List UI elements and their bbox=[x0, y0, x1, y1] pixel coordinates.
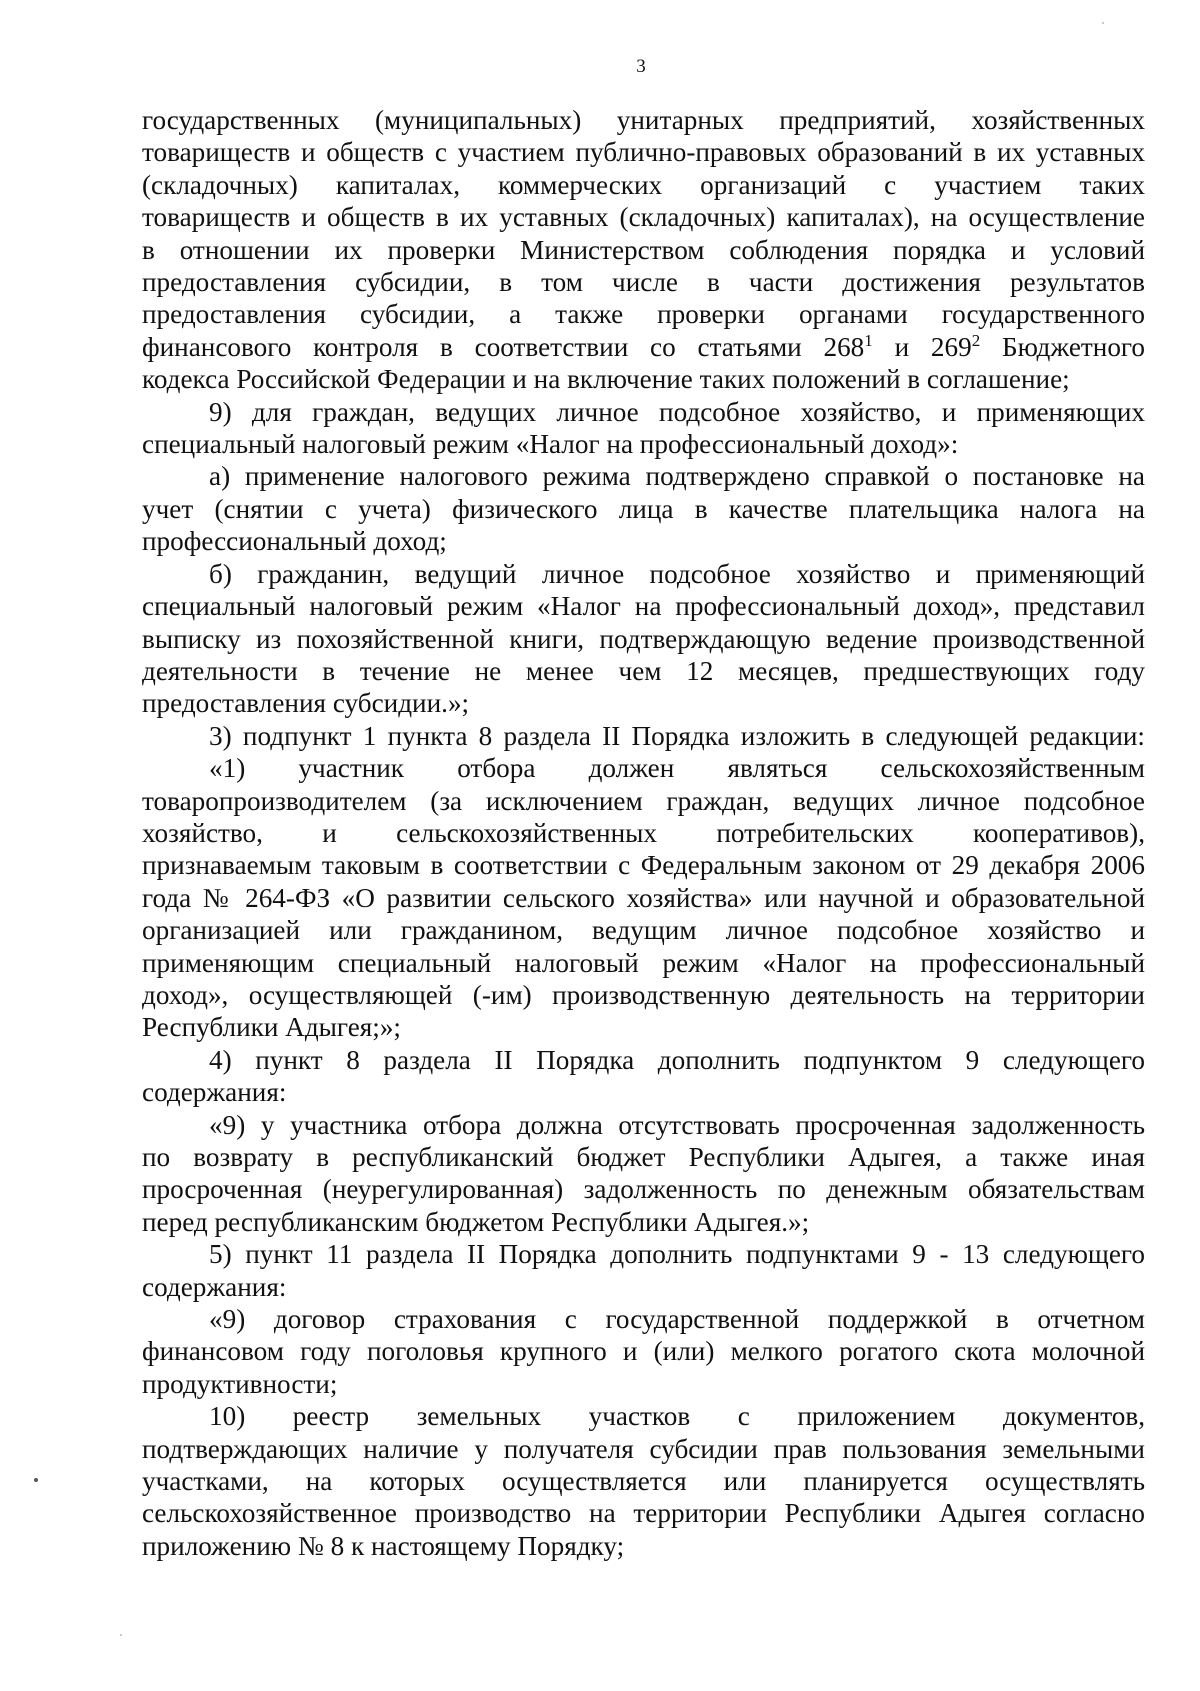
text-line: (складочных) капиталах, коммерческих организаций с участием таких bbox=[142, 169, 1145, 200]
text-line: перед республиканским бюджетом Республики Адыгея.»; bbox=[142, 1206, 810, 1237]
text-line: года № 264-ФЗ «О развитии сельского хозяйства» или научной и образовательной bbox=[142, 882, 1145, 913]
page-number: 3 bbox=[636, 56, 646, 77]
text-line: деятельности в течение не менее чем 12 месяцев, предшествующих году bbox=[142, 655, 1145, 686]
text-line: государственных (муниципальных) унитарных предприятий, хозяйственных bbox=[142, 105, 1145, 135]
text-line: подтверждающих наличие у получателя субсидии прав пользования земельными bbox=[142, 1433, 1145, 1464]
text-line: б) гражданин, ведущий личное подсобное хозяйство и применяющий bbox=[209, 558, 1145, 589]
text-line: по возврату в республиканский бюджет Республики Адыгея, а также иная bbox=[142, 1142, 1145, 1172]
document-body bbox=[142, 104, 1145, 1562]
text-line: товаропроизводителем (за исключением граждан, ведущих личное подсобное bbox=[142, 785, 1145, 816]
text-line: предоставления субсидии, в том числе в части достижения результатов bbox=[142, 267, 1145, 298]
superscript: 1 bbox=[864, 330, 873, 350]
text-line: продуктивности; bbox=[142, 1368, 338, 1399]
text-line: содержания: bbox=[142, 1077, 287, 1108]
text-line: а) применение налогового режима подтверждено справкой о постановке на bbox=[209, 461, 1145, 492]
text-line: организацией или гражданином, ведущим личное подсобное хозяйство и bbox=[142, 915, 1145, 946]
text-line: «9) у участника отбора должна отсутствовать просроченная задолженность bbox=[209, 1109, 1145, 1140]
text-line: «9) договор страхования с государственной поддержкой в отчетном bbox=[209, 1304, 1145, 1335]
text-line: участками, на которых осуществляется или планируется осуществлять bbox=[142, 1466, 1145, 1497]
text-line: товариществ и обществ в их уставных (складочных) капиталах), на осуществление bbox=[142, 202, 1145, 233]
text-line: применяющим специальный налоговый режим «Налог на профессиональный bbox=[142, 947, 1145, 978]
text-line: товариществ и обществ с участием публично-правовых образований в их уставных bbox=[142, 137, 1145, 168]
text-line bbox=[142, 331, 1145, 363]
text-line: профессиональный доход; bbox=[142, 526, 447, 557]
scan-margin-mark bbox=[34, 1478, 38, 1482]
text-line: приложению № 8 к настоящему Порядку; bbox=[142, 1530, 625, 1561]
text-line: 5) пункт 11 раздела II Порядка дополнить подпунктами 9 - 13 следующего bbox=[209, 1239, 1145, 1270]
text-line: хозяйство, и сельскохозяйственных потребительских кооперативов), bbox=[142, 817, 1145, 848]
text-line: содержания: bbox=[142, 1271, 287, 1302]
text-line: доход», осуществляющей (-им) производственную деятельность на территории bbox=[142, 979, 1145, 1010]
scan-speck bbox=[120, 1634, 122, 1636]
text-line: предоставления субсидии, а также проверки органами государственного bbox=[142, 299, 1145, 330]
text-line: кодекса Российской Федерации и на включение таких положений в соглашение; bbox=[142, 364, 1070, 395]
text-line: 3) подпункт 1 пункта 8 раздела II Порядка изложить в следующей редакции: bbox=[209, 720, 1145, 751]
text-fragment: Бюджетного bbox=[980, 331, 1145, 362]
text-line: 10) реестр земельных участков с приложением документов, bbox=[209, 1401, 1145, 1432]
text-line: учет (снятии с учета) физического лица в качестве плательщика налога на bbox=[142, 493, 1145, 524]
text-line: 9) для граждан, ведущих личное подсобное хозяйство, и применяющих bbox=[209, 396, 1145, 427]
text-line: Республики Адыгея;»; bbox=[142, 1012, 401, 1043]
text-line: специальный налоговый режим «Налог на профессиональный доход»: bbox=[142, 429, 959, 460]
text-line: 4) пункт 8 раздела II Порядка дополнить подпунктом 9 следующего bbox=[209, 1044, 1145, 1075]
text-fragment: и 269 bbox=[872, 331, 972, 362]
text-line: предоставления субсидии.»; bbox=[142, 688, 470, 719]
text-line: финансовом году поголовья крупного и (или) мелкого рогатого скота молочной bbox=[142, 1336, 1145, 1367]
text-line: сельскохозяйственное производство на территории Республики Адыгея согласно bbox=[142, 1498, 1145, 1529]
text-line: выписку из похозяйственной книги, подтверждающую ведение производственной bbox=[142, 623, 1145, 654]
text-line: просроченная (неурегулированная) задолженность по денежным обязательствам bbox=[142, 1174, 1145, 1205]
text-line: признаваемым таковым в соответствии с Федеральным законом от 29 декабря 2006 bbox=[142, 850, 1145, 881]
text-line: специальный налоговый режим «Налог на профессиональный доход», представил bbox=[142, 591, 1145, 622]
text-fragment: финансового контроля в соответствии со статьями 268 bbox=[142, 331, 865, 362]
text-line: в отношении их проверки Министерством соблюдения порядка и условий bbox=[142, 234, 1145, 265]
scan-speck bbox=[1102, 22, 1104, 24]
text-line: «1) участник отбора должен являться сельскохозяйственным bbox=[209, 753, 1145, 784]
superscript: 2 bbox=[971, 330, 981, 350]
